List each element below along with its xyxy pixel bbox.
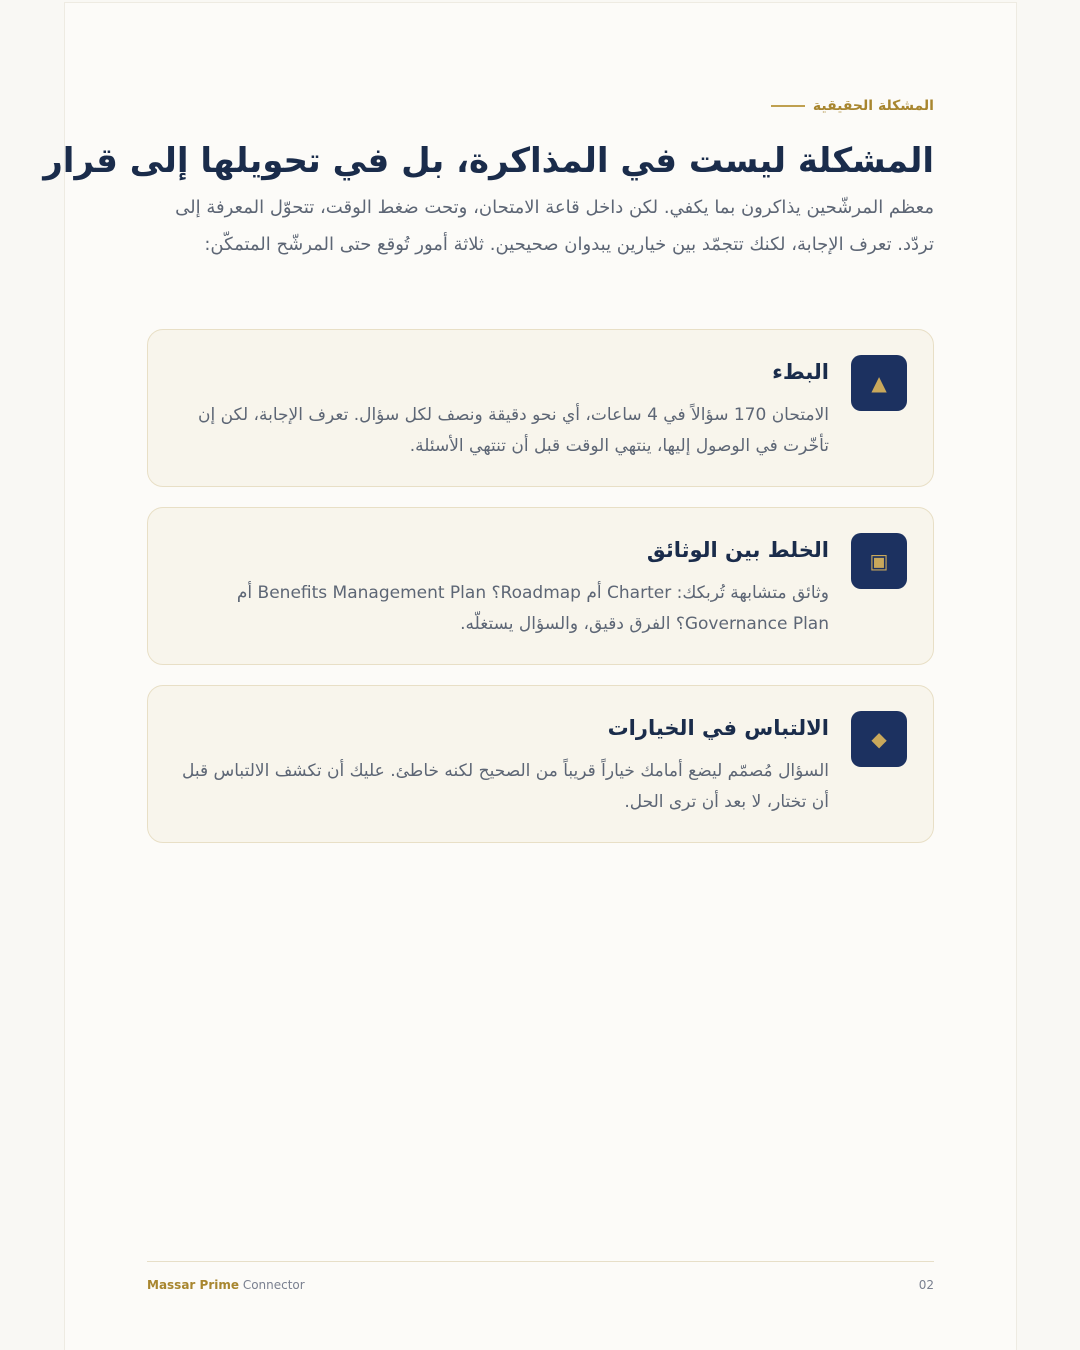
eyebrow-label: المشكلة الحقيقية [812, 98, 934, 114]
section-eyebrow [771, 98, 934, 114]
brand-suffix: Connector [239, 1278, 305, 1292]
card-text: الامتحان 170 سؤالاً في 4 ساعات، أي نحو دقيقة ونصف لكل سؤال. تعرف الإجابة، لكن إن تأخّرت في الوصول إليها، ينتهي الوقت قبل أن تنتهي الأسئلة. [198, 405, 829, 456]
page-title: المشكلة ليست في المذاكرة، بل في تحويلها إلى قرار [43, 141, 934, 181]
page-sheet [43, 2, 1017, 1350]
problem-cards [147, 329, 934, 863]
problem-card-documents [147, 507, 934, 665]
card-text: السؤال مُصمّم ليضع أمامك خياراً قريباً من الصحيح لكنه خاطئ. عليك أن تكشف الالتباس قبل أن تختار، لا بعد أن ترى الحل. [181, 761, 829, 812]
diamond-icon [851, 711, 907, 767]
triangle-icon [851, 355, 907, 411]
problem-card-options [147, 685, 934, 843]
brand-name: Massar Prime [147, 1278, 239, 1292]
problem-card-slowness [147, 329, 934, 487]
card-title: البطء [772, 360, 829, 384]
card-title: الالتباس في الخيارات [607, 716, 829, 740]
square-glyph: ▣ [869, 549, 889, 573]
diamond-glyph: ◆ [871, 727, 887, 751]
square-icon [851, 533, 907, 589]
footer-brand [147, 1278, 305, 1292]
eyebrow-rule [771, 105, 805, 107]
card-text: وثائق متشابهة تُربكك: Charter أم Roadmap؟ Benefits Management Plan أم Governance Plan؟ الفرق دقيق، والسؤال يستغلّه. [236, 583, 829, 634]
card-title: الخلط بين الوثائق [646, 538, 829, 562]
triangle-glyph: ▲ [871, 371, 887, 395]
footer-divider [147, 1261, 934, 1262]
page-number: 02 [918, 1278, 934, 1292]
intro-paragraph: معظم المرشّحين يذاكرون بما يكفي. لكن داخل قاعة الامتحان، وتحت ضغط الوقت، تتحوّل المعرفة إلى تردّد. تعرف الإجابة، لكنك تتجمّد بين خيارين يبدوان صحيحين. ثلاثة أمور تُوقع حتى المرشّح المتمكّن: [175, 197, 934, 255]
